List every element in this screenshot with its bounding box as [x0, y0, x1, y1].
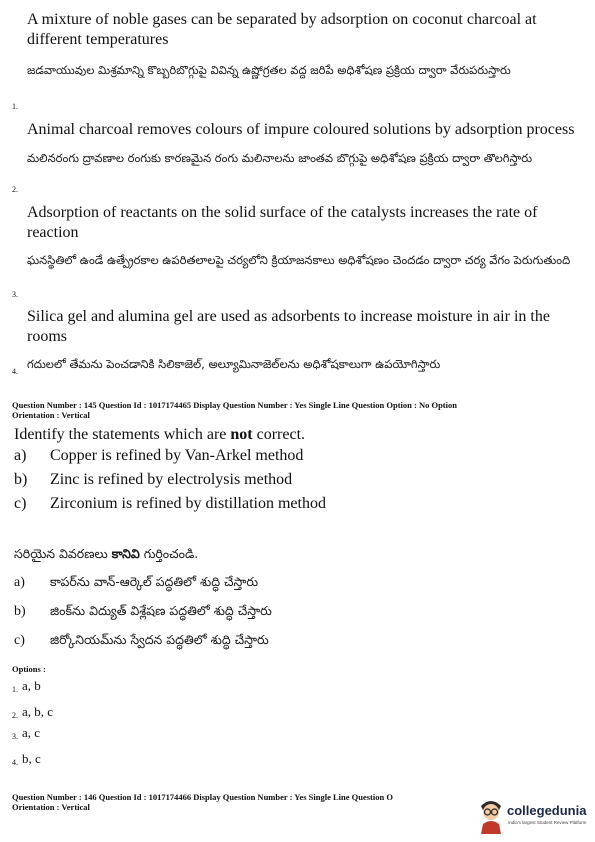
option-4-number: 4. [12, 758, 18, 767]
q146-meta-line1: Question Number : 146 Question Id : 1017174466 Display Question Number : Yes Single Line Question O [12, 792, 393, 802]
te-statement-b-text: జింక్‌ను విద్యుత్ విశ్లేషణ పద్ధతిలో శుద్ధి చేస్తారు [50, 603, 272, 618]
statement-b [14, 470, 574, 490]
prev-option-3-te: ఘనస్థితిలో ఉండే ఉత్ప్రేరకాల ఉపరితలాలపై చర్యలోని క్రియాజనకాలు అధిశోషణం చెందడం ద్వారా చర్య వేగం పెరుగుతుంది [27, 253, 571, 267]
q145-meta-line1: Question Number : 145 Question Id : 1017174465 Display Question Number : Yes Single Line Question Option : No Option [12, 400, 457, 410]
option-2[interactable] [12, 704, 53, 724]
q145-te-stem-bold: కానివి [111, 546, 140, 561]
option-2-number: 2. [12, 711, 18, 720]
te-statement-c-label: c) [14, 633, 25, 648]
prev-option-3-number: 3. [12, 290, 18, 299]
options-label: Options : [12, 664, 46, 674]
q145-te-stem [14, 546, 574, 562]
q145-stem-pre: Identify the statements which are [14, 426, 231, 443]
q145-stem-bold: not [230, 426, 253, 443]
statement-b-text: Zinc is refined by electrolysis method [50, 471, 293, 488]
q145-te-stem-pre: సరియైన వివరణలు [14, 546, 112, 561]
te-statement-a-label: a) [14, 575, 25, 590]
statement-a-label: a) [14, 447, 27, 464]
q146-meta-line2: Orientation : Vertical [12, 802, 90, 812]
option-4-text: b, c [22, 751, 41, 766]
statement-b-label: b) [14, 471, 28, 488]
statement-a-text: Copper is refined by Van-Arkel method [50, 447, 304, 464]
q145-te-stem-post: గుర్తించండి. [139, 546, 199, 561]
option-1-text: a, b [22, 678, 41, 693]
prev-option-4-te: గదులలో తేమను పెంచడానికి సిలికాజెల్, అల్యూమినాజెల్‌లను అధిశోషకాలుగా ఉపయోగిస్తారు [27, 357, 441, 371]
q145-meta [12, 400, 587, 420]
prev-option-1-te: జడవాయువుల మిశ్రమాన్ని కొబ్బరిబొగ్గుపై వివిన్న ఉష్ణోగ్రతల వద్ద జరిపే అధిశోషణ ప్రక్రియ ద్వారా వేరుపరుస్తారు [27, 63, 511, 77]
te-statement-c [14, 632, 574, 649]
option-1-number: 1. [12, 685, 18, 694]
te-statement-b [14, 603, 574, 632]
statement-c-text: Zirconium is refined by distillation method [50, 495, 326, 512]
logo-tagline: India's largest Student Review Platform [508, 820, 587, 825]
statement-a [14, 446, 574, 466]
prev-option-3-en: Adsorption of reactants on the solid surface of the catalysts increases the rate of reaction [27, 204, 538, 241]
option-4[interactable] [12, 751, 41, 771]
statement-c-label: c) [14, 495, 27, 512]
prev-option-4-number: 4. [12, 367, 18, 376]
option-3[interactable] [12, 725, 40, 745]
option-3-text: a, c [22, 725, 41, 740]
te-statement-a [14, 574, 574, 603]
prev-option-1-number: 1. [12, 102, 18, 111]
q146-meta [12, 792, 482, 812]
option-3-number: 3. [12, 732, 18, 741]
collegedunia-logo [477, 793, 589, 839]
mascot-icon [477, 796, 505, 834]
te-statement-a-text: కాపర్‌ను వాన్-ఆర్కెల్ పద్ధతిలో శుద్ధి చేస్తారు [50, 574, 259, 589]
te-statement-c-text: జిర్కోనియమ్‌ను స్వేదన పద్ధతిలో శుద్ధి చేస్తారు [50, 632, 269, 647]
prev-option-2-number: 2. [12, 185, 18, 194]
te-statement-b-label: b) [14, 604, 26, 619]
q145-meta-line2: Orientation : Vertical [12, 410, 90, 420]
q145-statements [14, 446, 574, 514]
prev-option-2-te: మలినరంగు ద్రావణాల రంగుకు కారణమైన రంగు మలినాలను జాంతవ బొగ్గుపై అధిశోషణ ప్రక్రియ ద్వారా తొలగిస్తారు [27, 151, 533, 165]
prev-option-2-en: Animal charcoal removes colours of impure coloured solutions by adsorption process [27, 121, 575, 138]
option-1[interactable] [12, 678, 41, 698]
logo-name: collegedunia [507, 803, 587, 818]
q145-stem-post: correct. [252, 426, 306, 443]
prev-option-4-en: Silica gel and alumina gel are used as adsorbents to increase moisture in air in the rooms [27, 308, 550, 345]
option-2-text: a, b, c [22, 704, 54, 719]
prev-option-1-en: A mixture of noble gases can be separated by adsorption on coconut charcoal at different temperatures [27, 11, 537, 48]
q145-te-statements [14, 574, 574, 649]
statement-c [14, 494, 574, 514]
q145-stem [14, 425, 574, 445]
